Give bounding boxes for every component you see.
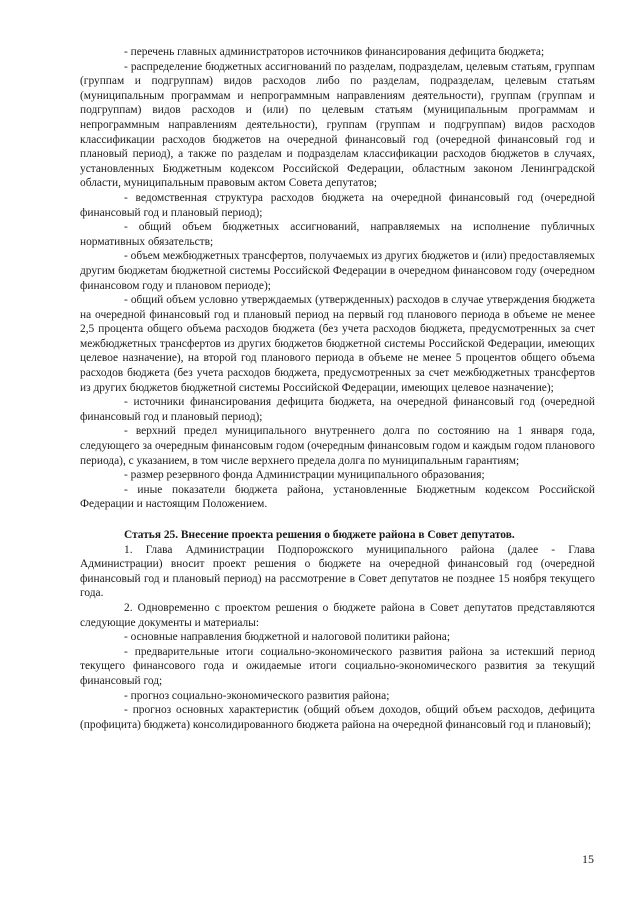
list-item: - иные показатели бюджета района, установленные Бюджетным кодексом Российской Федерации и настоящим Положением. [80, 483, 595, 511]
list-item: - верхний предел муниципального внутреннего долга по состоянию на 1 января года, следующего за очередным финансовым годом (очередным финансовым годом и каждым годом планового периода), с указанием, в том числе верхнего предела долга по муниципальным гарантиям; [80, 425, 595, 467]
list-item: - прогноз основных характеристик (общий объем доходов, общий объем расходов, дефицита (профицита) бюджета) консолидированного бюджета района на очередной финансовый год и плановый); [80, 704, 595, 731]
article-paragraph: 2. Одновременно с проектом решения о бюджете района в Совет депутатов представляются следующие документы и материалы: [80, 601, 595, 629]
list-item: - перечень главных администраторов источников финансирования дефицита бюджета; [124, 46, 545, 58]
list-item: - размер резервного фонда Администрации муниципального образования; [124, 469, 485, 482]
list-item: - распределение бюджетных ассигнований по разделам, подразделам, целевым статьям, группам (группам и подгруппам) видов расходов либо по разделам, подразделам, целевым статьям (муниципальным программам и непрограммным направлениям деятельности), группам (группам и подгруппам) видов расходов и (или) по целевым статьям (муниципальным программам и непрограммным направлениям деятельности), группам (группам и подгруппам) видов расходов классификации расходов бюджетов на очередной финансовый год (очередной финансовый год и плановый период), а также по разделам и подразделам классификации расходов бюджетов в случаях, установленных Бюджетным кодексом Российской Федерации, областным законом Ленинградской области, муниципальным правовым актом Совета депутатов; [80, 60, 595, 190]
document-body [80, 45, 595, 732]
article-paragraph: 1. Глава Администрации Подпорожского муниципального района (далее - Глава Администрации) вносит проект решения о бюджете на очередной финансовый год (очередной финансовый год и плановый период) на рассмотрение в Совет депутатов не позднее 15 ноября текущего года. [80, 543, 595, 600]
list-item: - общий объем бюджетных ассигнований, направляемых на исполнение публичных нормативных обязательств; [80, 221, 595, 248]
list-item: - основные направления бюджетной и налоговой политики района; [124, 631, 451, 644]
page-number: 15 [582, 852, 594, 866]
list-item: - общий объем условно утверждаемых (утвержденных) расходов в случае утверждения бюджета на очередной финансовый год и плановый период на первый год планового периода в объеме не менее 2,5 процента общего объема расходов бюджета (без учета расходов бюджета, предусмотренных за счет межбюджетных трансфертов из других бюджетов бюджетной системы Российской Федерации, имеющих целевое назначение), на второй год планового периода в объеме не менее 5 процентов общего объема расходов бюджета (без учета расходов бюджета, предусмотренных за счет межбюджетных трансфертов из других бюджетов бюджетной системы Российской Федерации, имеющих целевое назначение); [80, 294, 595, 394]
list-item: - прогноз социально-экономического развития района; [124, 689, 390, 702]
list-item: - источники финансирования дефицита бюджета, на очередной финансовый год (очередной финансовый год и плановый период); [80, 396, 595, 423]
article-heading: Статья 25. Внесение проекта решения о бюджете района в Совет депутатов. [124, 529, 515, 541]
list-item: - ведомственная структура расходов бюджета на очередной финансовый год (очередной финансовый год и плановый период); [80, 191, 595, 219]
list-item: - предварительные итоги социально-экономического развития района за истекший период текущего финансового года и ожидаемые итоги социально-экономического развития за текущий финансовый год; [80, 645, 595, 687]
list-item: - объем межбюджетных трансфертов, получаемых из других бюджетов и (или) предоставляемых другим бюджетам бюджетной системы Российской Федерации в очередном финансовом году (очередном финансовом году и плановом периоде); [80, 250, 595, 292]
